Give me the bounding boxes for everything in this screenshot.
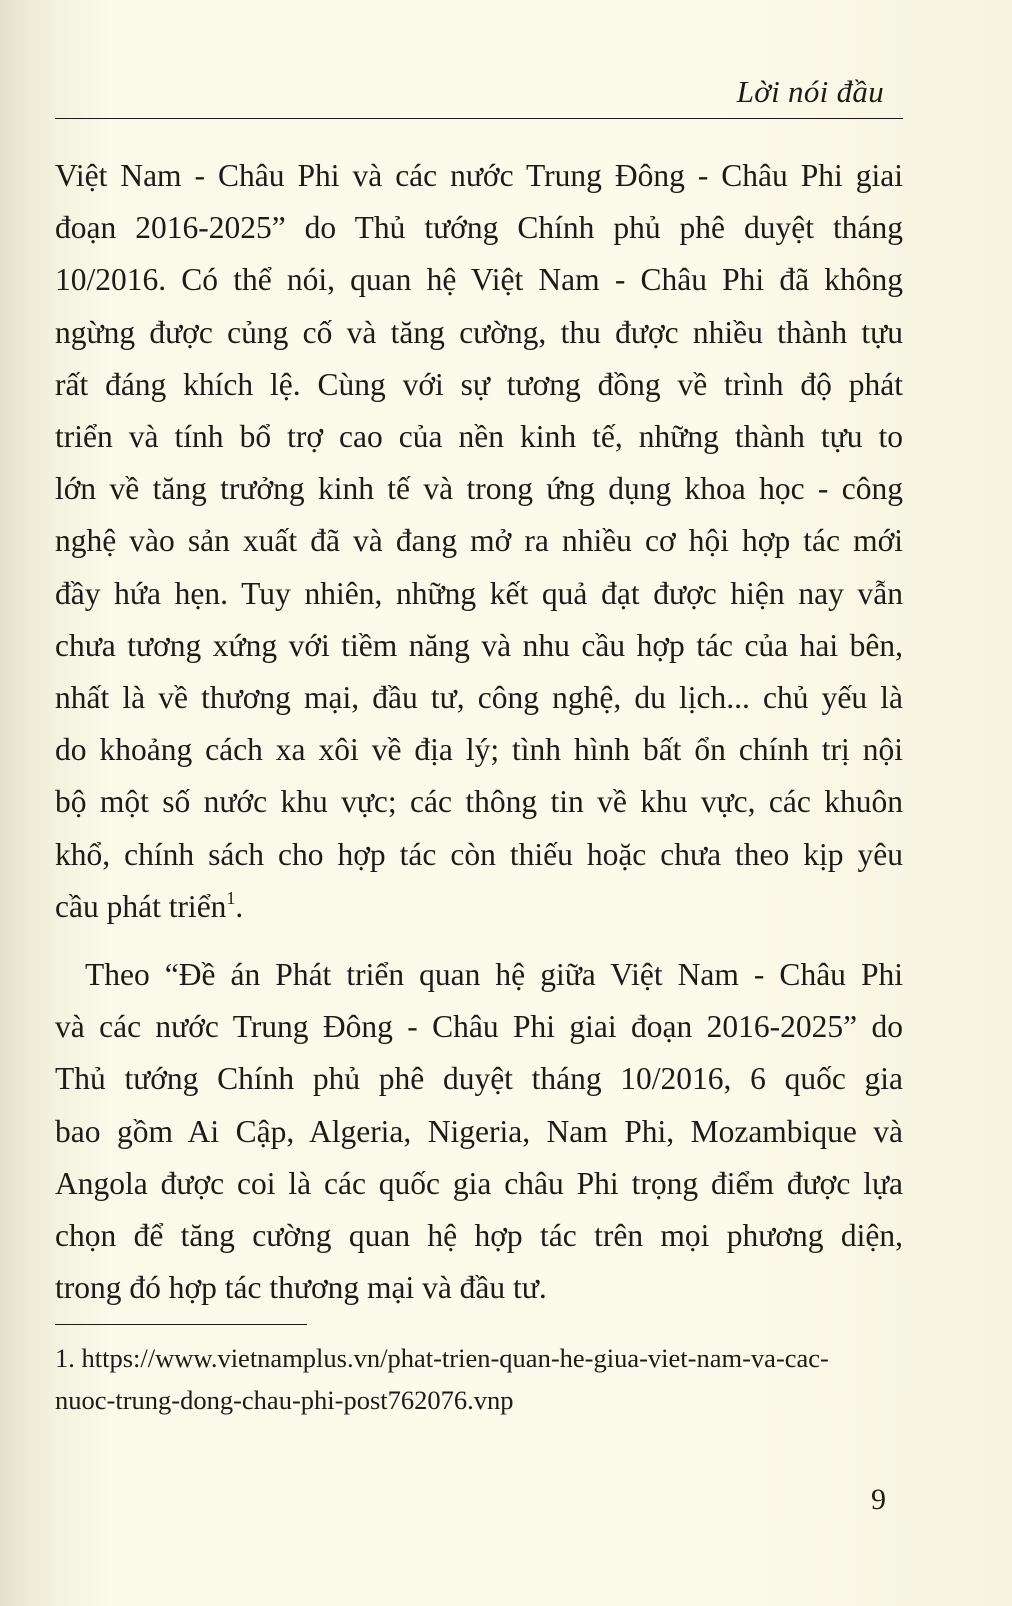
footnote-link-line[interactable]: 1. https://www.vietnamplus.vn/phat-trien-quan-he-giua-viet-nam-va-cac- <box>55 1343 829 1373</box>
paragraph-line: bao gồm Ai Cập, Algeria, Nigeria, Nam Phi, Mozambique và <box>55 1113 903 1149</box>
paragraph-line: nhất là về thương mại, đầu tư, công nghệ, du lịch... chủ yếu là <box>55 680 903 716</box>
paragraph-2 <box>55 949 903 1314</box>
footnote-rule <box>55 1324 307 1325</box>
paragraph-line: 10/2016. Có thể nói, quan hệ Việt Nam - Châu Phi đã không <box>55 262 903 298</box>
footnote-reference[interactable]: 1 <box>226 887 236 908</box>
paragraph-line-text: cầu phát triển <box>55 888 227 924</box>
paragraph-line: Angola được coi là các quốc gia châu Phi trọng điểm được lựa <box>55 1165 903 1201</box>
paragraph-line: bộ một số nước khu vực; các thông tin về khu vực, các khuôn <box>55 784 903 820</box>
header-rule <box>55 118 903 119</box>
paragraph-line: Theo “Đề án Phát triển quan hệ giữa Việt Nam - Châu Phi <box>85 957 903 993</box>
paragraph-line: chọn để tăng cường quan hệ hợp tác trên mọi phương diện, <box>55 1218 903 1254</box>
running-head-title: Lời nói đầu <box>736 74 884 109</box>
paragraph-line: khổ, chính sách cho hợp tác còn thiếu hoặc chưa theo kịp yêu <box>55 836 903 872</box>
paragraph-line: Việt Nam - Châu Phi và các nước Trung Đông - Châu Phi giai <box>55 158 903 193</box>
paragraph-line: Thủ tướng Chính phủ phê duyệt tháng 10/2016, 6 quốc gia <box>55 1061 903 1097</box>
paragraph-line: triển và tính bổ trợ cao của nền kinh tế, những thành tựu to <box>55 419 903 455</box>
page-number: 9 <box>871 1483 886 1516</box>
end-punctuation: . <box>235 888 244 924</box>
paragraph-line: nghệ vào sản xuất đã và đang mở ra nhiều cơ hội hợp tác mới <box>55 523 903 559</box>
footnote-link-line[interactable]: nuoc-trung-dong-chau-phi-post762076.vnp <box>55 1385 514 1415</box>
paragraph-last-line <box>55 881 903 933</box>
paragraph-line: và các nước Trung Đông - Châu Phi giai đoạn 2016-2025” do <box>55 1009 903 1045</box>
paragraph-line: rất đáng khích lệ. Cùng với sự tương đồng về trình độ phát <box>55 366 903 402</box>
paragraph-line: đầy hứa hẹn. Tuy nhiên, những kết quả đạt được hiện nay vẫn <box>55 575 903 611</box>
paragraph-1 <box>55 150 903 933</box>
paragraph-line: do khoảng cách xa xôi về địa lý; tình hình bất ổn chính trị nội <box>55 732 903 768</box>
paragraph-line: đoạn 2016-2025” do Thủ tướng Chính phủ phê duyệt tháng <box>55 210 903 246</box>
paragraph-line: chưa tương xứng với tiềm năng và nhu cầu hợp tác của hai bên, <box>55 627 903 663</box>
paragraph-line: lớn về tăng trưởng kinh tế và trong ứng dụng khoa học - công <box>55 471 903 507</box>
paragraph-line: trong đó hợp tác thương mại và đầu tư. <box>55 1270 547 1306</box>
footnote <box>55 1337 903 1421</box>
body-text <box>55 150 903 1314</box>
paragraph-line: ngừng được củng cố và tăng cường, thu được nhiều thành tựu <box>55 314 903 350</box>
